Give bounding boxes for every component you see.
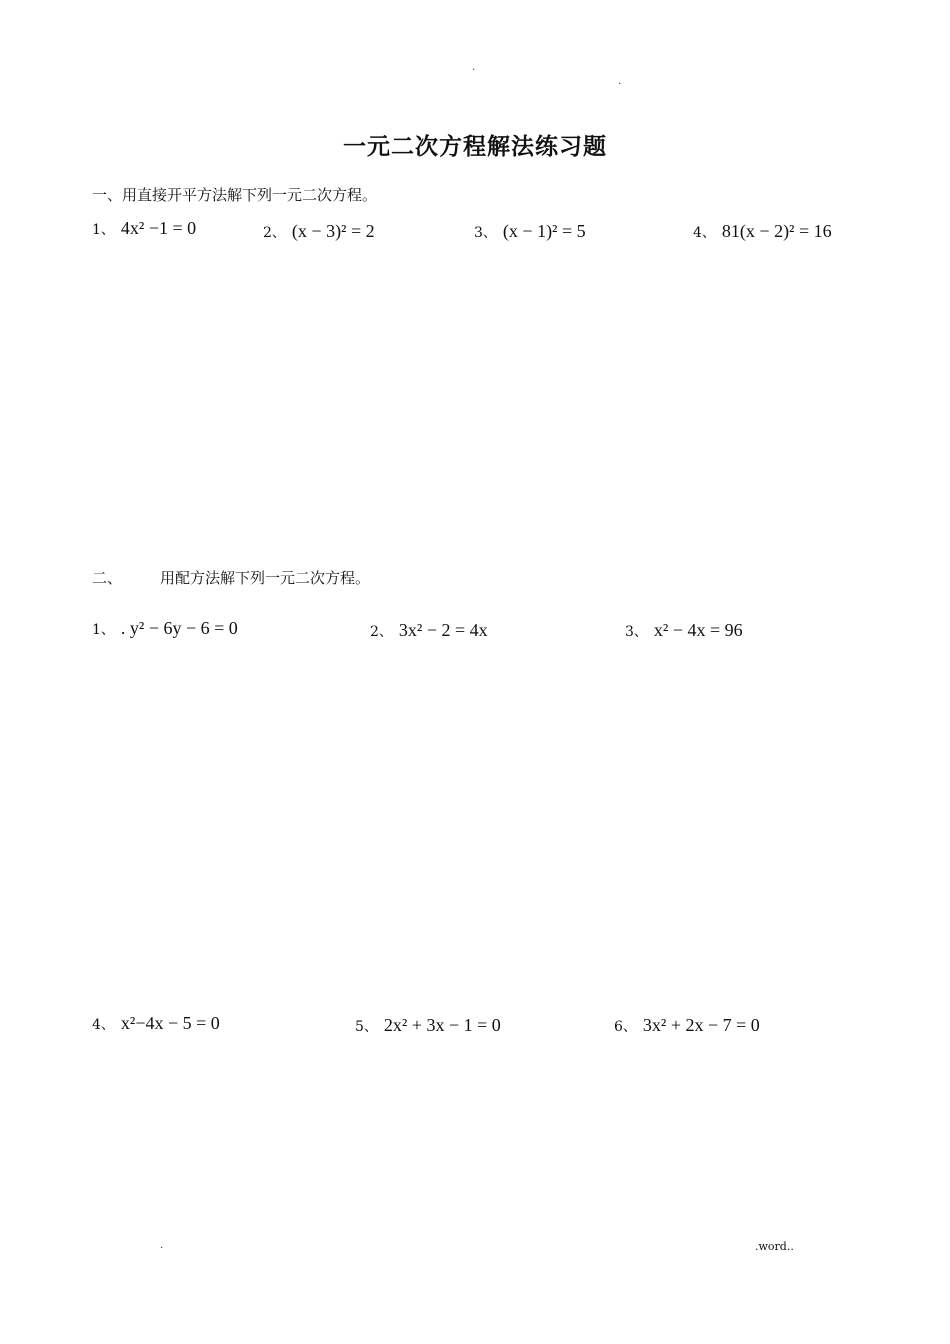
equation: . y² − 6y − 6 = 0: [120, 618, 238, 638]
problem-number: 3、: [625, 624, 648, 640]
problem-number: 4、: [693, 225, 716, 241]
equation: (x − 1)² = 5: [502, 221, 586, 241]
s2-problem-4: [92, 1013, 220, 1034]
s1-problem-3: [474, 221, 586, 242]
s1-problem-4: [693, 221, 832, 242]
problem-number: 5、: [355, 1019, 378, 1035]
equation: 2x² + 3x − 1 = 0: [383, 1015, 501, 1035]
equation: x² − 4x = 96: [653, 620, 743, 640]
s2-problem-1: [92, 618, 238, 639]
s2-problem-5: [355, 1015, 501, 1036]
equation: 3x² − 2 = 4x: [398, 620, 488, 640]
problem-number: 3、: [474, 225, 497, 241]
problem-number: 2、: [263, 225, 286, 241]
header-dot-right: .: [618, 76, 622, 87]
equation: (x − 3)² = 2: [291, 221, 375, 241]
equation: 4x² −1 = 0: [120, 218, 197, 238]
equation: 3x² + 2x − 7 = 0: [642, 1015, 760, 1035]
s2-problem-2: [370, 620, 488, 641]
s1-problem-1: [92, 218, 196, 239]
equation: x²−4x − 5 = 0: [120, 1013, 220, 1033]
section2-heading-prefix: 二、: [92, 569, 123, 587]
section2-heading: 用配方法解下列一元二次方程。: [160, 569, 371, 587]
problem-number: 6、: [614, 1019, 637, 1035]
s2-problem-6: [614, 1015, 760, 1036]
section1-heading: 一、用直接开平方法解下列一元二次方程。: [92, 186, 378, 204]
s1-problem-2: [263, 221, 375, 242]
problem-number: 1、: [92, 622, 115, 638]
s2-problem-3: [625, 620, 743, 641]
problem-number: 2、: [370, 624, 393, 640]
equation: 81(x − 2)² = 16: [721, 221, 832, 241]
problem-number: 4、: [92, 1017, 115, 1033]
footer-word: .word..: [755, 1240, 794, 1253]
problem-number: 1、: [92, 222, 115, 238]
page-title: 一元二次方程解法练习题: [343, 133, 607, 160]
header-dot-left: .: [472, 62, 476, 73]
footer-dot: .: [160, 1240, 164, 1251]
